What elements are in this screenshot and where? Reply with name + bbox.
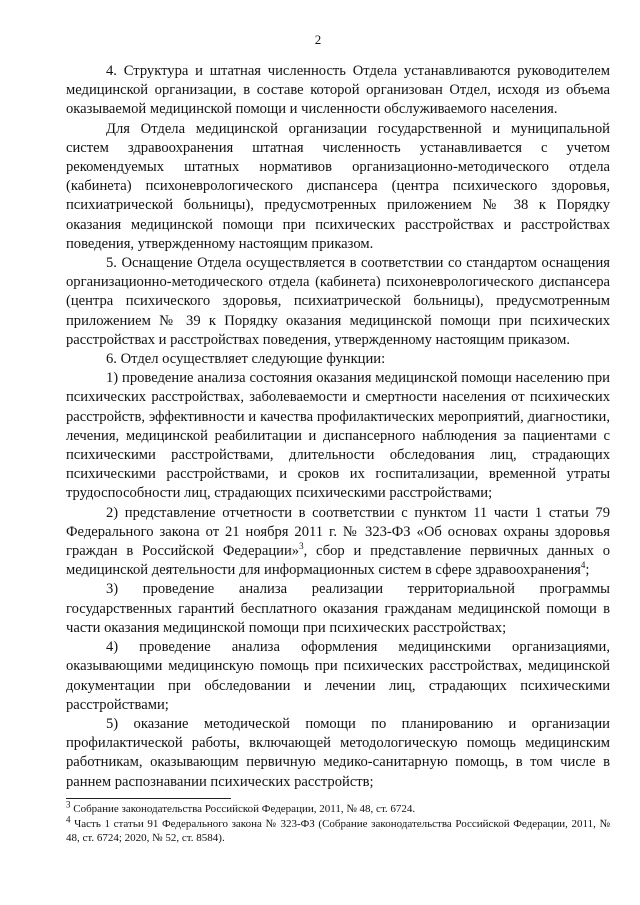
- paragraph-structure: 4. Структура и штатная численность Отдела устанавливаются руководителем медицинской организации, в составе которой организован Отдел, исходя из объема оказываемой медицинской помощи и численности обслуживаемого населения.: [66, 63, 610, 118]
- page-number: 2: [314, 32, 322, 47]
- paragraph-staffing: Для Отдела медицинской организации государственной и муниципальной систем здравоохранения штатная численность устанавливается с учетом рекомендуемых штатных нормативов организационно-методического отдела (кабинета) психоневрологического диспансера (центра психического здоровья, психиатрической больницы), предусмотренных приложением № 38 к Порядку оказания медицинской помощи при психических расстройствах и расстройствах поведения, утвержденному настоящим приказом.: [66, 120, 610, 252]
- function-item-2: [66, 504, 610, 581]
- footnote-mark-4: 4: [66, 813, 71, 824]
- function-item-1: 1) проведение анализа состояния оказания медицинской помощи населению при психических расстройствах, заболеваемости и смертности населения от психических расстройств, эффективности и качества профилактических мероприятий, диагностики, лечения, медицинской реабилитации и диспансерного наблюдения за пациентами с психическими расстройствами, длительности обследования лиц, страдающих психическими расстройствами, и сроков их госпитализации, временной утраты трудоспособности лиц, страдающих психическими расстройствами;: [66, 370, 610, 502]
- footnote-3: [66, 799, 610, 817]
- function-item-3: 3) проведение анализа реализации территориальной программы государственных гарантий бесплатного оказания гражданам медицинской помощи в части оказания медицинской помощи при психических расстройствах;: [66, 581, 610, 636]
- footnote-mark-3: 3: [66, 799, 71, 810]
- footnote-4: [66, 813, 610, 846]
- footnote-divider: [66, 798, 231, 799]
- footnote-ref-4: 4: [580, 560, 586, 571]
- document-body: [66, 62, 610, 792]
- footnote-3-text: Собрание законодательства Российской Федерации, 2011, № 48, ст. 6724.: [70, 803, 416, 815]
- paragraph-functions-heading: 6. Отдел осуществляет следующие функции:: [106, 351, 386, 368]
- function-item-2-text-b: , сбор и представление первичных данных о медицинской деятельности для информационных систем в сфере здравоохранения: [66, 543, 610, 579]
- function-item-4: 4) проведение анализа оформления медицинскими организациями, оказывающими медицинскую помощь при психических расстройствах, медицинской документации при обследовании и лечении лиц, страдающих психическими расстройствами;: [66, 639, 610, 713]
- footnote-ref-3: 3: [299, 541, 304, 552]
- footnote-4-text: Часть 1 статьи 91 Федерального закона № 323-ФЗ (Собрание законодательства Российской Федерации, 2011, № 48, ст. 6724; 2020, № 52, ст. 8584).: [66, 817, 610, 844]
- function-item-2-text-a: 2) представление отчетности в соответствии с пунктом 11 части 1 статьи 79 Федерального закона от 21 ноября 2011 г. № 323-ФЗ «Об основах охраны здоровья граждан в Российской Федерации»: [66, 504, 610, 560]
- function-item-2-text-c: ;: [585, 562, 590, 579]
- footnotes: [66, 799, 610, 846]
- function-item-5: 5) оказание методической помощи по планированию и организации профилактической работы, включающей методологическую помощь медицинским работникам, оказывающим первичную медико-санитарную помощь, в том числе в раннем распознавании психических расстройств;: [66, 715, 610, 790]
- paragraph-equipment: 5. Оснащение Отдела осуществляется в соответствии со стандартом оснащения организационно-методического отдела (кабинета) психоневрологического диспансера (центра психического здоровья, психиатрической больницы), предусмотренным приложением № 39 к Порядку оказания медицинской помощи при психических расстройствах и расстройствах поведения, утвержденному настоящим приказом.: [66, 255, 610, 348]
